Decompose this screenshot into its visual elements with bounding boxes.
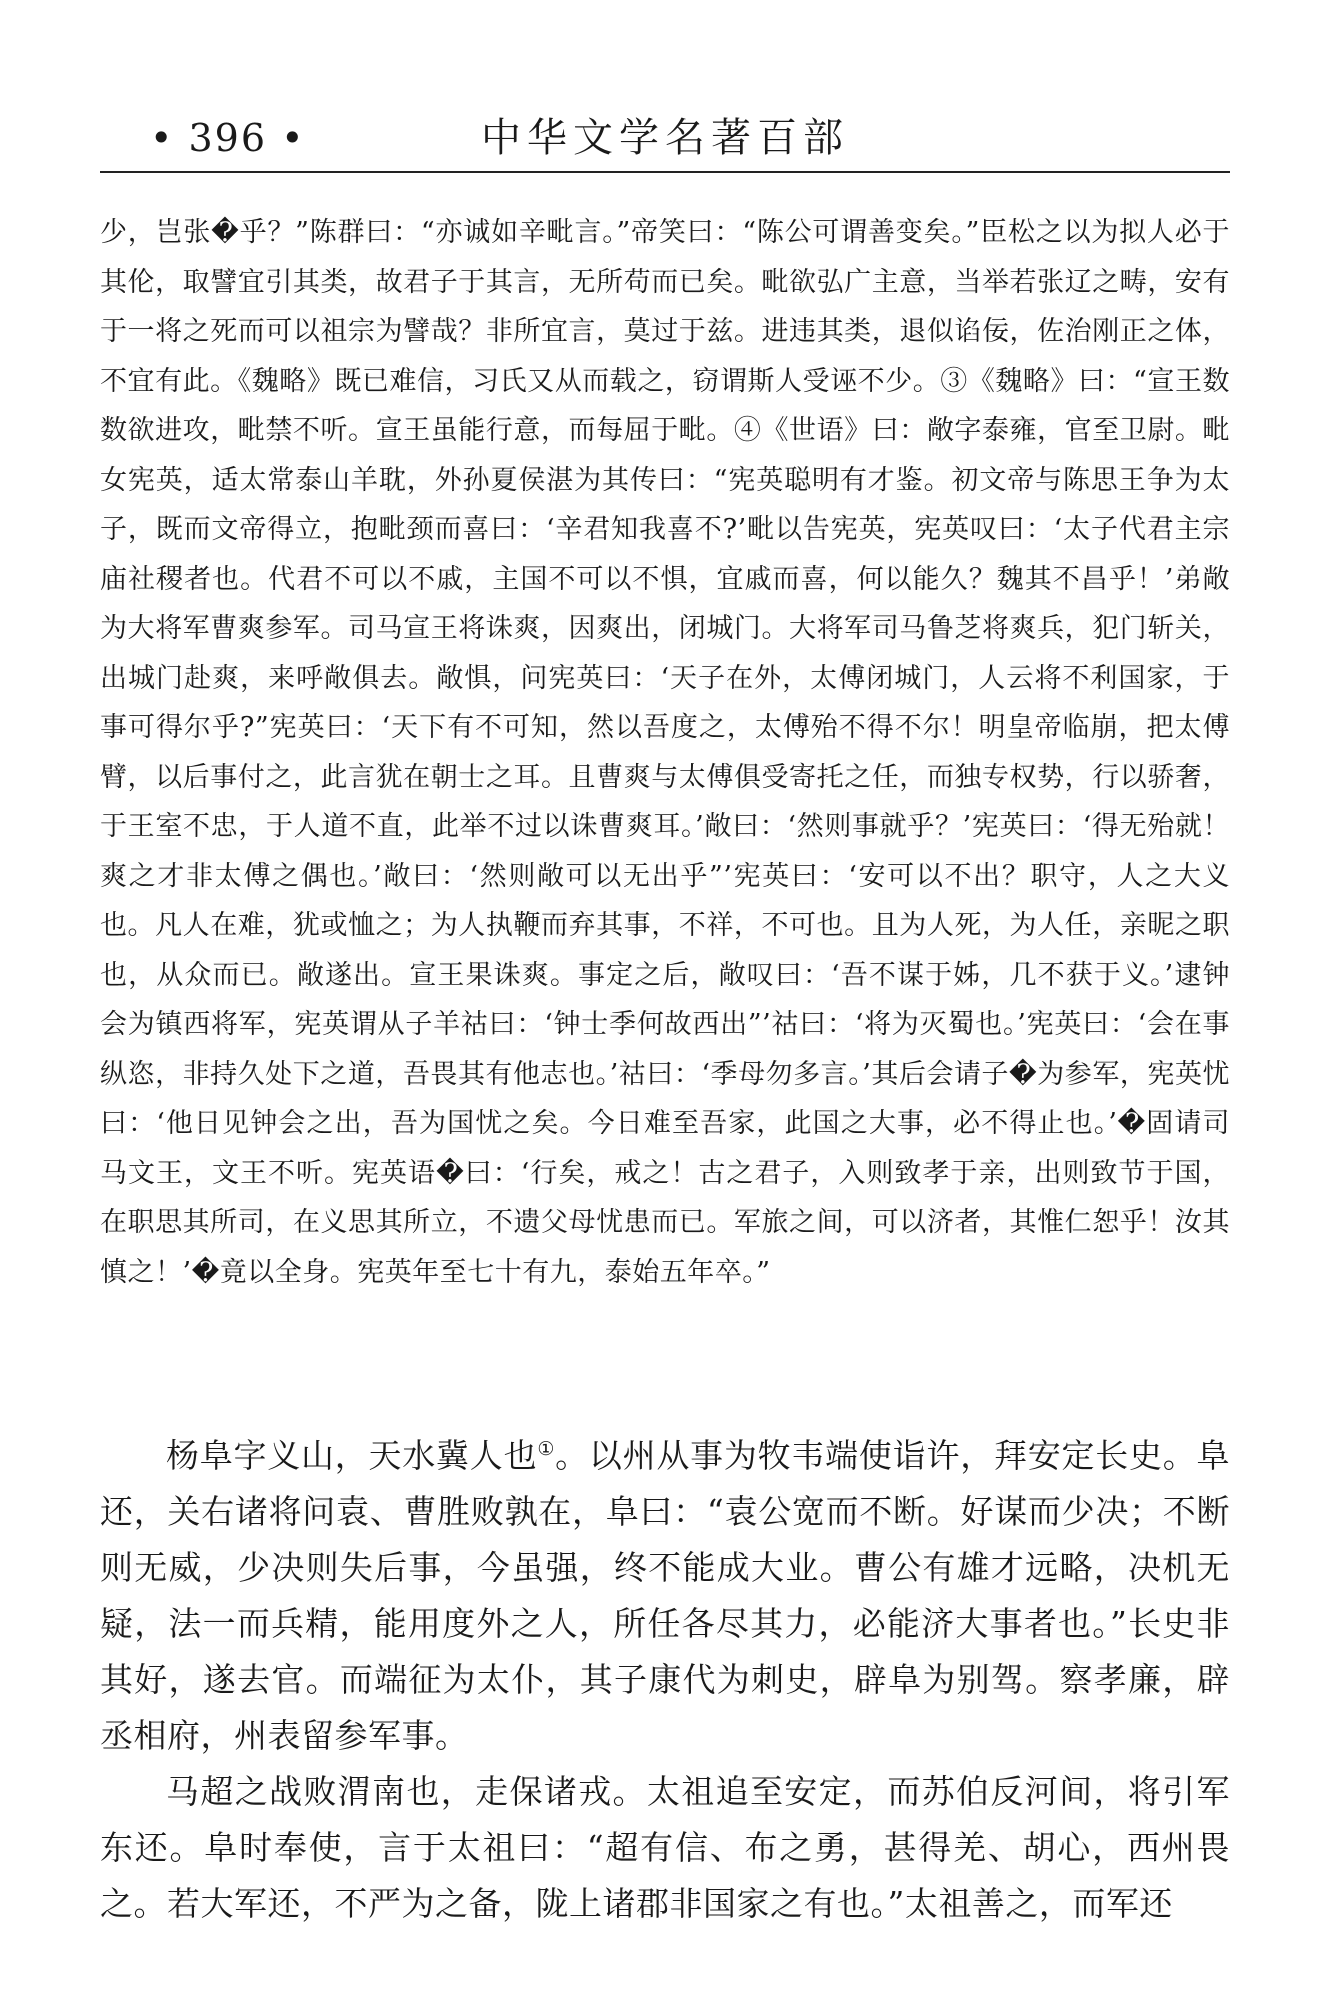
- running-title: 中华文学名著百部: [481, 115, 849, 161]
- page-header: [100, 108, 1230, 178]
- header-rule: [100, 171, 1230, 173]
- footnote-marker: ①: [537, 1438, 556, 1460]
- main-paragraph-1-start: 杨阜字义山，天水冀人也: [166, 1436, 538, 1475]
- main-paragraph-1-rest: 。以州从事为牧韦端使诣许，拜安定长史。阜还，关右诸将问袁、曹胜败孰在，阜曰：“袁公宽而不断。好谋而少决；不断则无威，少决则失后事，今虽强，终不能成大业。曹公有雄才远略，决机无疑，法一而兵精，能用度外之人，所任各尽其力，必能济大事者也。”长史非其好，遂去官。而端征为太仆，其子康代为刺史，辟阜为别驾。察孝廉，辟丞相府，州表留参军事。: [100, 1436, 1230, 1755]
- annotation-text: 少，岂张�乎？”陈群曰：“亦诚如辛毗言。”帝笑曰：“陈公可谓善变矣。”臣松之以为拟人必于其伦，取譬宜引其类，故君子于其言，无所苟而已矣。毗欲弘广主意，当举若张辽之畴，安有于一将之死而可以祖宗为譬哉？非所宜言，莫过于兹。进违其类，退似谄佞，佐治刚正之体，不宜有此。《魏略》既已难信，习氏又从而载之，窃谓斯人受诬不少。③《魏略》曰：“宣王数数欲进攻，毗禁不听。宣王虽能行意，而每屈于毗。④《世语》曰：敞字泰雍，官至卫尉。毗女宪英，适太常泰山羊耽，外孙夏侯湛为其传曰：“宪英聪明有才鉴。初文帝与陈思王争为太子，既而文帝得立，抱毗颈而喜曰：‘辛君知我喜不?’毗以告宪英，宪英叹曰：‘太子代君主宗庙社稷者也。代君不可以不戚，主国不可以不惧，宜戚而喜，何以能久？魏其不昌乎！’弟敞为大将军曹爽参军。司马宣王将诛爽，因爽出，闭城门。大将军司马鲁芝将爽兵，犯门斩关，出城门赴爽，来呼敞俱去。敞惧，问宪英曰：‘天子在外，太傅闭城门，人云将不利国家，于事可得尔乎?”宪英曰：‘天下有不可知，然以吾度之，太傅殆不得不尔！明皇帝临崩，把太傅臂，以后事付之，此言犹在朝士之耳。且曹爽与太傅俱受寄托之任，而独专权势，行以骄奢，于王室不忠，于人道不直，此举不过以诛曹爽耳。’敞曰：‘然则事就乎？’宪英曰：‘得无殆就！爽之才非太傅之偶也。’敞曰：‘然则敞可以无出乎”’宪英曰：‘安可以不出？职守，人之大义也。凡人在难，犹或恤之；为人执鞭而弃其事，不祥，不可也。且为人死，为人任，亲昵之职也，从众而已。敞遂出。宣王果诛爽。事定之后，敞叹曰：‘吾不谋于姊，几不获于义。’逮钟会为镇西将军，宪英谓从子羊祜曰：‘钟士季何故西出”’祜曰：‘将为灭蜀也。’宪英曰：‘会在事纵恣，非持久处下之道，吾畏其有他志也。’祜曰：‘季母勿多言。’其后会请子�为参军，宪英忧曰：‘他日见钟会之出，吾为国忧之矣。今日难至吾家，此国之大事，必不得止也。’�固请司马文王，文王不听。宪英语�曰：‘行矣，戒之！古之君子，入则致孝于亲，出则致节于国，在职思其所司，在义思其所立，不遗父母忧患而已。军旅之间，可以济者，其惟仁恕乎！汝其慎之！’�竟以全身。宪英年至七十有九，泰始五年卒。”: [100, 217, 1230, 1288]
- main-text-block: [100, 1428, 1230, 1932]
- page-number: • 396 •: [150, 116, 306, 160]
- main-paragraph-2: 马超之战败渭南也，走保诸戎。太祖追至安定，而苏伯反河间，将引军东还。阜时奉使，言于太祖曰：“超有信、布之勇，甚得羌、胡心，西州畏之。若大军还，不严为之备，陇上诸郡非国家之有也。”太祖善之，而军还: [100, 1772, 1230, 1923]
- main-paragraph-1: [100, 1428, 1230, 1764]
- annotation-block: [100, 208, 1230, 1297]
